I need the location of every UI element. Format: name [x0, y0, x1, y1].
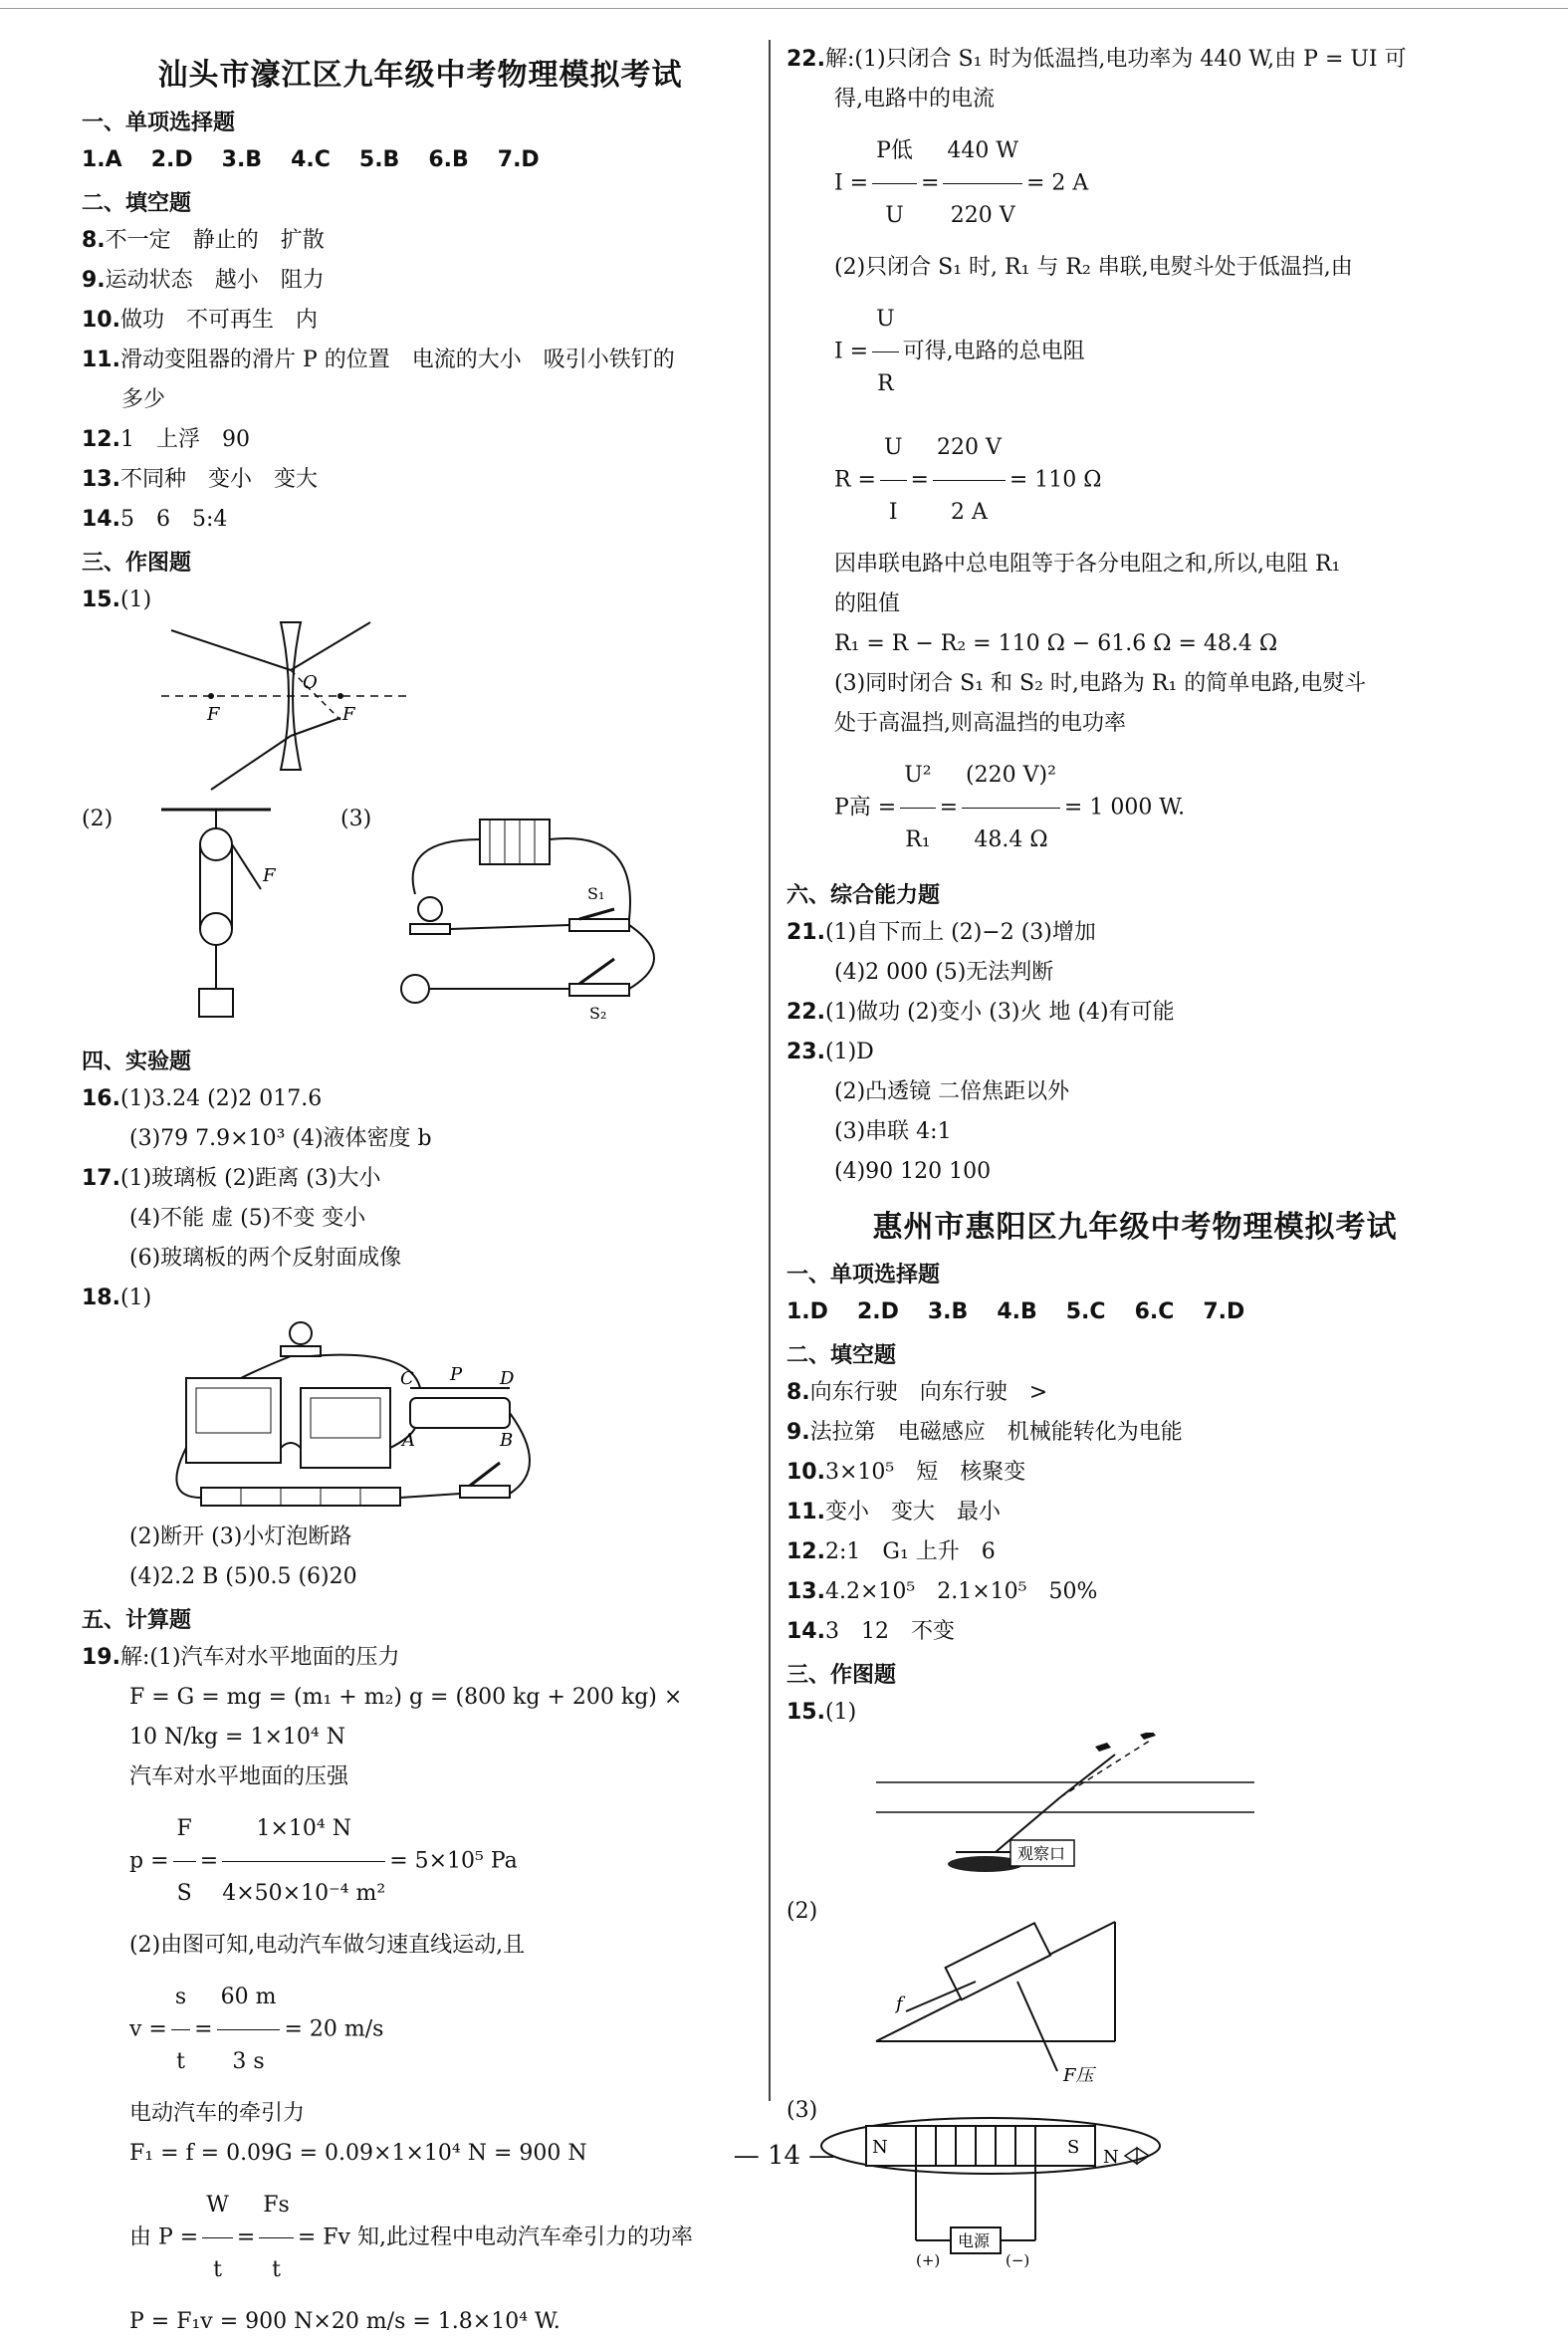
exam-title-shantou: 汕头市濠江区九年级中考物理模拟考试	[157, 58, 683, 93]
left-column	[82, 40, 759, 2342]
answer-q14: 14.5 6 5:4	[82, 507, 228, 532]
formula-line: p = $\frac{F}{S}$ = $\frac{\text{1×10⁴ N}}{\text{4×50×10⁻⁴ m²}}$ = 5×10⁵ Pa	[82, 1797, 759, 1926]
mc-answer: 2.D	[150, 147, 193, 172]
calc-line: 电动汽车的牵引力	[129, 2101, 306, 2126]
answer-q21: 21.(1)自下而上 (2)−2 (3)增加	[786, 920, 1096, 945]
fraction: $\frac{s}{t}$	[171, 1966, 190, 2094]
experiment-circuit-diagram	[82, 1318, 759, 1518]
incline-force-diagram	[786, 1902, 1483, 2091]
friction-label: f	[896, 1993, 903, 2014]
terminal-label: C	[400, 1368, 414, 1389]
answer-q13: 13.不同种 变小 变大	[82, 467, 319, 492]
mc-answer: 3.B	[927, 1299, 969, 1324]
answer-q13: 13.4.2×10⁵ 2.1×10⁵ 50%	[786, 1579, 1098, 1604]
fraction: $\frac{60 m}{3 s}$	[217, 1966, 281, 2094]
calc-line: 的阻值	[834, 591, 901, 616]
section-heading: 一、单项选择题	[82, 111, 236, 135]
calc-line: 处于高温挡,则高温挡的电功率	[834, 711, 1126, 736]
answer-q14: 14.3 12 不变	[786, 1619, 955, 1644]
answer-q12: 12.2:1 G₁ 上升 6	[786, 1539, 996, 1564]
answer-q9: 9.运动状态 越小 阻力	[82, 268, 325, 293]
fraction: $\frac{\text{1×10⁴ N}}{\text{4×50×10⁻⁴ m²}}$	[222, 1797, 385, 1926]
center-label: O	[303, 672, 318, 693]
answer-q10: 10.3×10⁵ 短 核聚变	[786, 1460, 1026, 1485]
answer-line: (2)凸透镜 二倍焦距以外	[834, 1079, 1070, 1104]
power-source-label: 电源	[958, 2231, 991, 2250]
pole-label: S	[1067, 2137, 1080, 2158]
answer-q15-label: 15.(1)	[786, 1700, 857, 1725]
switch-label: S₁	[587, 884, 605, 903]
fraction: $\frac{220 V}{2 A}$	[933, 416, 1006, 545]
terminal-label: A	[402, 1430, 415, 1451]
page-number: — 14 —	[733, 2141, 835, 2171]
top-rule	[0, 8, 1568, 9]
section-heading: 二、填空题	[786, 1343, 897, 1368]
electromagnet-diagram	[786, 2101, 1483, 2270]
section-heading: 六、综合能力题	[786, 883, 941, 908]
fraction: $\frac{\text{(220 V)²}}{48.4 \Omega}$	[962, 744, 1060, 872]
mc-answer: 4.C	[291, 147, 331, 172]
answer-q23: 23.(1)D	[786, 1040, 874, 1064]
mc-answers	[786, 1292, 1483, 1332]
calc-line: (2)只闭合 S₁ 时, R₁ 与 R₂ 串联,电熨斗处于低温挡,由	[834, 255, 1353, 280]
mc-answer: 6.B	[428, 147, 469, 172]
fraction: $\frac{U}{R}$	[872, 288, 899, 416]
answer-q11-cont: 多少	[121, 387, 166, 412]
answer-q8: 8.向东行驶 向东行驶 >	[786, 1380, 1048, 1405]
pulley-diagram	[151, 800, 321, 1039]
fraction: $\frac{U}{I}$	[880, 416, 907, 545]
mc-answer: 3.B	[221, 147, 263, 172]
mc-answer: 5.C	[1065, 1299, 1106, 1324]
section-heading: 三、作图题	[786, 1663, 897, 1688]
answer-q15-label: 15.(1)	[82, 587, 152, 612]
focus-label: F	[342, 704, 355, 725]
answer-q16: 16.(1)3.24 (2)2 017.6	[82, 1086, 323, 1111]
column-divider	[769, 40, 771, 2101]
force-label: F	[263, 865, 276, 886]
calc-line: F₁ = f = 0.09G = 0.09×1×10⁴ N = 900 N	[129, 2141, 587, 2166]
right-column	[786, 40, 1483, 2270]
mc-answer: 4.B	[997, 1299, 1037, 1324]
mc-answer: 7.D	[1203, 1299, 1245, 1324]
polarity-label: (−)	[1006, 2251, 1030, 2269]
answer-line: (4)2 000 (5)无法判断	[834, 960, 1054, 985]
q15-figs-2-3: (2) (3) F S₁ S₂	[82, 800, 759, 1039]
terminal-label: B	[500, 1430, 514, 1451]
mc-answer: 1.D	[786, 1299, 828, 1324]
focus-label: F	[207, 704, 220, 725]
answer-q17-line3: (6)玻璃板的两个反射面成像	[129, 1246, 402, 1271]
fraction: $\frac{\text{U²}}{\text{R₁}}$	[900, 744, 935, 872]
calc-line: R₁ = R − R₂ = 110 Ω − 61.6 Ω = 48.4 Ω	[834, 631, 1278, 656]
terminal-label: D	[500, 1368, 515, 1389]
lens-ray-diagram	[82, 620, 759, 800]
circuit-diagram-q15	[390, 800, 729, 1039]
answer-q18-line3: (4)2.2 B (5)0.5 (6)20	[129, 1564, 357, 1589]
answer-q16-line2: (3)79 7.9×10³ (4)液体密度 b	[129, 1126, 432, 1151]
calc-line: 10 N/kg = 1×10⁴ N	[129, 1725, 345, 1750]
fraction: $\frac{F}{S}$	[173, 1797, 196, 1926]
sub-label: (2)	[786, 1899, 818, 1924]
answer-line: (4)90 120 100	[834, 1159, 992, 1184]
pressure-force-label: F压	[1063, 2065, 1094, 2086]
mc-answer: 5.B	[358, 147, 400, 172]
answer-q11: 11.变小 变大 最小	[786, 1500, 1002, 1524]
answer-q12: 12.1 上浮 90	[82, 427, 250, 452]
fraction: $\frac{Fs}{t}$	[259, 2174, 294, 2302]
mc-answer: 7.D	[497, 147, 540, 172]
mc-answer: 6.C	[1134, 1299, 1175, 1324]
answer-q17-line2: (4)不能 虚 (5)不变 变小	[129, 1206, 366, 1231]
answer-q11: 11.滑动变阻器的滑片 P 的位置 电流的大小 吸引小铁钉的	[82, 348, 675, 372]
answer-q10: 10.做功 不可再生 内	[82, 308, 319, 333]
section-heading: 四、实验题	[82, 1050, 192, 1074]
answer-q17: 17.(1)玻璃板 (2)距离 (3)大小	[82, 1166, 381, 1191]
exam-title-huizhou: 惠州市惠阳区九年级中考物理模拟考试	[872, 1210, 1398, 1245]
calc-line: P = F₁v = 900 N×20 m/s = 1.8×10⁴ W.	[129, 2309, 560, 2334]
formula-line: v = $\frac{s}{t}$ = $\frac{60 m}{3 s}$ = 20 m/s	[82, 1966, 759, 2094]
section-heading: 三、作图题	[82, 551, 192, 576]
formula-line: 由 P = $\frac{W}{t}$ = $\frac{Fs}{t}$ = Fv 知,此过程中电动汽车牵引力的功率	[82, 2174, 759, 2302]
calc-line: F = G = mg = (m₁ + m₂) g = (800 kg + 200 kg) ×	[129, 1685, 683, 1710]
answer-line: (3)串联 4:1	[834, 1119, 952, 1144]
pole-label: N	[872, 2137, 888, 2158]
formula-line: P高 = $\frac{\text{U²}}{\text{R₁}}$ = $\frac{\text{(220 V)²}}{48.4 \Omega}$ = 1 000 W.	[786, 744, 1483, 872]
observation-port-label: 观察口	[1017, 1844, 1066, 1863]
calc-line: (3)同时闭合 S₁ 和 S₂ 时,电路为 R₁ 的简单电路,电熨斗	[834, 671, 1367, 696]
pole-label: N	[1103, 2147, 1119, 2168]
answer-q18-line2: (2)断开 (3)小灯泡断路	[129, 1524, 352, 1549]
fraction: $\frac{\text{P低}}{U}$	[872, 119, 917, 248]
fraction: $\frac{W}{t}$	[202, 2174, 233, 2302]
switch-label: S₂	[589, 1004, 607, 1023]
fish-observation-diagram	[786, 1733, 1483, 1892]
answer-q8: 8.不一定 静止的 扩散	[82, 228, 325, 253]
section-heading: 二、填空题	[82, 191, 192, 216]
calc-line: 汽车对水平地面的压强	[129, 1764, 349, 1789]
polarity-label: (+)	[916, 2251, 941, 2269]
answer-q9: 9.法拉第 电磁感应 机械能转化为电能	[786, 1420, 1183, 1445]
answer-q22-calc: 22.解:(1)只闭合 S₁ 时为低温挡,电功率为 440 W,由 P = UI 可	[786, 47, 1407, 72]
calc-line: 因串联电路中总电阻等于各分电阻之和,所以,电阻 R₁	[834, 552, 1341, 577]
section-heading: 五、计算题	[82, 1608, 192, 1633]
answer-q18: 18.(1)	[82, 1286, 152, 1310]
answer-q19: 19.解:(1)汽车对水平地面的压力	[82, 1645, 400, 1670]
formula-line: I = $\frac{U}{R}$ 可得,电路的总电阻	[786, 288, 1483, 416]
sub-label: (3)	[786, 2098, 818, 2123]
fraction: $\frac{440 W}{220 V}$	[943, 119, 1022, 248]
calc-line: (2)由图可知,电动汽车做匀速直线运动,且	[129, 1933, 526, 1958]
section-heading: 一、单项选择题	[786, 1263, 941, 1288]
terminal-label: P	[450, 1364, 463, 1385]
mc-answers	[82, 140, 759, 180]
formula-line: I = $\frac{\text{P低}}{U}$ = $\frac{440 W}{220 V}$ = 2 A	[786, 119, 1483, 248]
answer-q22-b: 22.(1)做功 (2)变小 (3)火 地 (4)有可能	[786, 1000, 1175, 1025]
mc-answer: 1.A	[82, 147, 122, 172]
mc-answer: 2.D	[856, 1299, 899, 1324]
formula-line: R = $\frac{U}{I}$ = $\frac{220 V}{2 A}$ = 110 Ω	[786, 416, 1483, 545]
calc-line: 得,电路中的电流	[834, 87, 995, 112]
